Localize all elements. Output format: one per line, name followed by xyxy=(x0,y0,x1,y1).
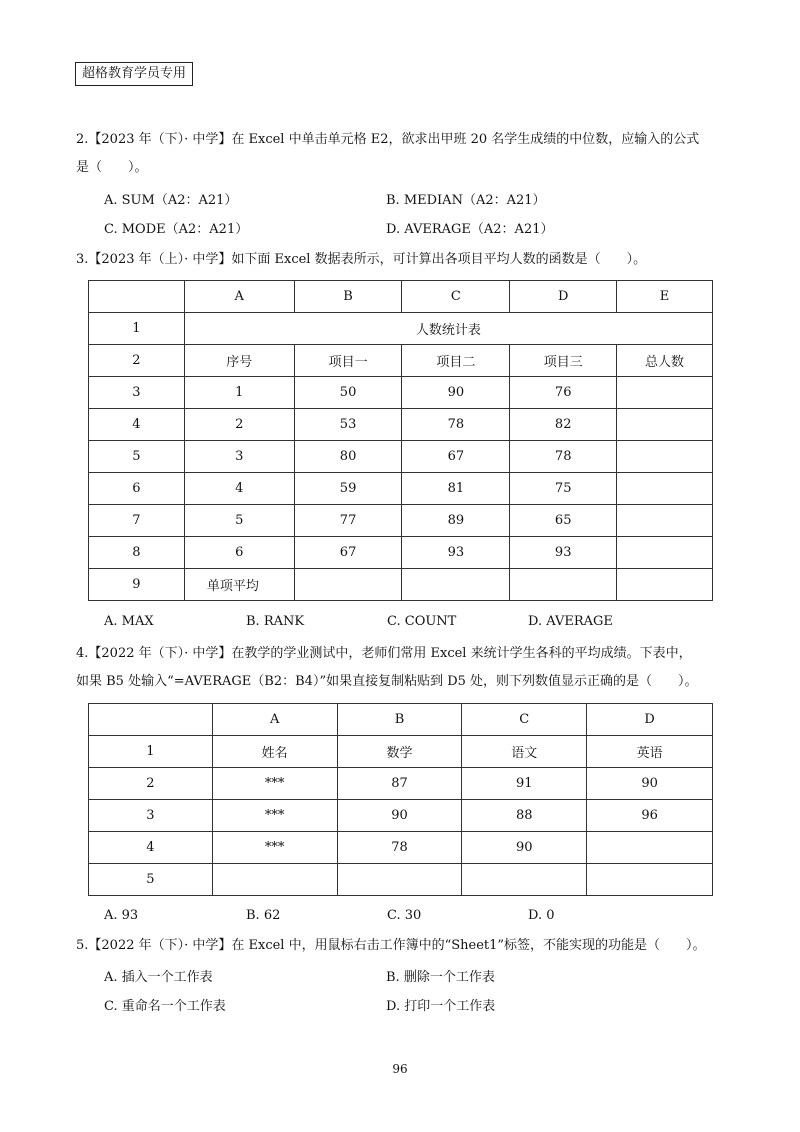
table-cell: 序号 xyxy=(184,345,294,377)
option-d: D. 打印一个工作表 xyxy=(386,999,496,1014)
table-cell: 项目二 xyxy=(402,345,510,377)
row-number: 4 xyxy=(89,409,185,441)
table-row xyxy=(89,768,713,800)
table-row xyxy=(89,537,713,569)
row-number: 7 xyxy=(89,505,185,537)
row-number: 2 xyxy=(89,768,213,800)
table-cell: 90 xyxy=(402,377,510,409)
table-cell: 5 xyxy=(184,505,294,537)
table-cell xyxy=(294,569,402,601)
data-table-q4 xyxy=(88,703,713,896)
page-number: 96 xyxy=(392,1062,408,1076)
option-c: C. 30 xyxy=(387,908,422,923)
column-header: C xyxy=(462,704,587,736)
column-header: D xyxy=(587,704,713,736)
table-cell: 59 xyxy=(294,473,402,505)
table-cell: 90 xyxy=(337,800,462,832)
table-cell: 78 xyxy=(337,832,462,864)
table-cell xyxy=(617,441,713,473)
table-cell: 6 xyxy=(184,537,294,569)
option-a: A. 93 xyxy=(104,908,139,923)
table-cell: 91 xyxy=(462,768,587,800)
table-cell: 90 xyxy=(587,768,713,800)
column-header: B xyxy=(294,281,402,313)
option-a: A. MAX xyxy=(104,614,154,629)
row-number: 9 xyxy=(89,569,185,601)
option-a: A. SUM（A2：A21） xyxy=(104,193,238,208)
table-cell xyxy=(617,473,713,505)
table-cell: 93 xyxy=(510,537,617,569)
table-cell: 76 xyxy=(510,377,617,409)
table-row xyxy=(89,832,713,864)
table-cell: 50 xyxy=(294,377,402,409)
table-cell: 75 xyxy=(510,473,617,505)
row-number: 3 xyxy=(89,800,213,832)
row-number: 1 xyxy=(89,313,185,345)
row-number: 2 xyxy=(89,345,185,377)
table-cell: 82 xyxy=(510,409,617,441)
option-c: C. 重命名一个工作表 xyxy=(104,999,226,1014)
table-cell xyxy=(617,505,713,537)
table-cell xyxy=(617,537,713,569)
row-number: 6 xyxy=(89,473,185,505)
table-cell: 93 xyxy=(402,537,510,569)
table-row xyxy=(89,864,713,896)
question-4-line1: 4.【2022 年（下）· 中学】在教学的学业测试中，老师们常用 Excel 来统计学生各科的平均成绩。下表中， xyxy=(76,646,692,661)
table-cell: 78 xyxy=(402,409,510,441)
table-cell: 87 xyxy=(337,768,462,800)
table-cell: 数学 xyxy=(337,736,462,768)
column-header: A xyxy=(212,704,337,736)
question-5 xyxy=(76,932,726,960)
table-title: 人数统计表 xyxy=(184,313,712,345)
question-3 xyxy=(76,246,726,274)
question-4 xyxy=(76,640,726,696)
option-b: B. 删除一个工作表 xyxy=(386,970,495,985)
table-cell: 67 xyxy=(402,441,510,473)
question-5-text: 5.【2022 年（下）· 中学】在 Excel 中，用鼠标右击工作簿中的“Sheet1”标签，不能实现的功能是（ ）。 xyxy=(76,938,706,953)
column-header xyxy=(89,281,185,313)
table-cell: 英语 xyxy=(587,736,713,768)
table-cell xyxy=(617,377,713,409)
table-row xyxy=(89,377,713,409)
option-b: B. RANK xyxy=(246,614,305,629)
table-cell: 3 xyxy=(184,441,294,473)
option-c: C. MODE（A2：A21） xyxy=(104,222,249,237)
table-cell: 项目三 xyxy=(510,345,617,377)
table-cell: *** xyxy=(212,832,337,864)
row-number: 8 xyxy=(89,537,185,569)
table-header-row xyxy=(89,281,713,313)
option-b: B. MEDIAN（A2：A21） xyxy=(386,193,546,208)
row-number: 5 xyxy=(89,441,185,473)
table-cell: 53 xyxy=(294,409,402,441)
table-cell xyxy=(510,569,617,601)
table-cell: 1 xyxy=(184,377,294,409)
table-row xyxy=(89,409,713,441)
option-d: D. AVERAGE xyxy=(528,614,613,629)
table-row xyxy=(89,345,713,377)
column-header: D xyxy=(510,281,617,313)
table-cell xyxy=(617,569,713,601)
option-c: C. COUNT xyxy=(387,614,457,629)
table-cell: 项目一 xyxy=(294,345,402,377)
table-row xyxy=(89,441,713,473)
option-a: A. 插入一个工作表 xyxy=(104,970,213,985)
table-cell xyxy=(402,569,510,601)
column-header xyxy=(89,704,213,736)
table-cell: 88 xyxy=(462,800,587,832)
data-table-q3 xyxy=(88,280,713,601)
table-cell: 总人数 xyxy=(617,345,713,377)
table-cell: 77 xyxy=(294,505,402,537)
question-2 xyxy=(76,126,726,182)
column-header: A xyxy=(184,281,294,313)
question-3-text: 3.【2023 年（上）· 中学】如下面 Excel 数据表所示，可计算出各项目平均人数的函数是（ ）。 xyxy=(76,252,647,267)
question-2-line2: 是（ ）。 xyxy=(76,160,148,175)
table-cell: 4 xyxy=(184,473,294,505)
table-cell xyxy=(587,832,713,864)
table-cell: 67 xyxy=(294,537,402,569)
header-label: 超格教育学员专用 xyxy=(75,62,193,86)
table-cell: *** xyxy=(212,800,337,832)
table-header-row xyxy=(89,704,713,736)
table-cell: 96 xyxy=(587,800,713,832)
table-row xyxy=(89,800,713,832)
table-cell: *** xyxy=(212,768,337,800)
table-cell: 2 xyxy=(184,409,294,441)
table-cell: 78 xyxy=(510,441,617,473)
question-4-line2: 如果 B5 处输入“=AVERAGE（B2：B4）”如果直接复制粘贴到 D5 处，则下列数值显示正确的是（ ）。 xyxy=(76,674,698,689)
table-cell: 姓名 xyxy=(212,736,337,768)
column-header: B xyxy=(337,704,462,736)
option-d: D. AVERAGE（A2：A21） xyxy=(386,222,554,237)
table-cell: 81 xyxy=(402,473,510,505)
table-row xyxy=(89,313,713,345)
row-number: 4 xyxy=(89,832,213,864)
question-2-line1: 2.【2023 年（下）· 中学】在 Excel 中单击单元格 E2，欲求出甲班 20 名学生成绩的中位数，应输入的公式 xyxy=(76,132,700,147)
table-cell xyxy=(617,409,713,441)
table-cell: 单项平均 xyxy=(184,569,294,601)
table-cell: 80 xyxy=(294,441,402,473)
option-d: D. 0 xyxy=(528,908,555,923)
table-row xyxy=(89,569,713,601)
table-cell: 65 xyxy=(510,505,617,537)
row-number: 1 xyxy=(89,736,213,768)
table-row xyxy=(89,473,713,505)
table-cell: 语文 xyxy=(462,736,587,768)
column-header: C xyxy=(402,281,510,313)
table-cell xyxy=(587,864,713,896)
table-cell xyxy=(337,864,462,896)
row-number: 5 xyxy=(89,864,213,896)
table-row xyxy=(89,505,713,537)
table-cell: 89 xyxy=(402,505,510,537)
table-cell: 90 xyxy=(462,832,587,864)
table-row xyxy=(89,736,713,768)
column-header: E xyxy=(617,281,713,313)
table-cell xyxy=(212,864,337,896)
row-number: 3 xyxy=(89,377,185,409)
option-b: B. 62 xyxy=(246,908,281,923)
table-cell xyxy=(462,864,587,896)
